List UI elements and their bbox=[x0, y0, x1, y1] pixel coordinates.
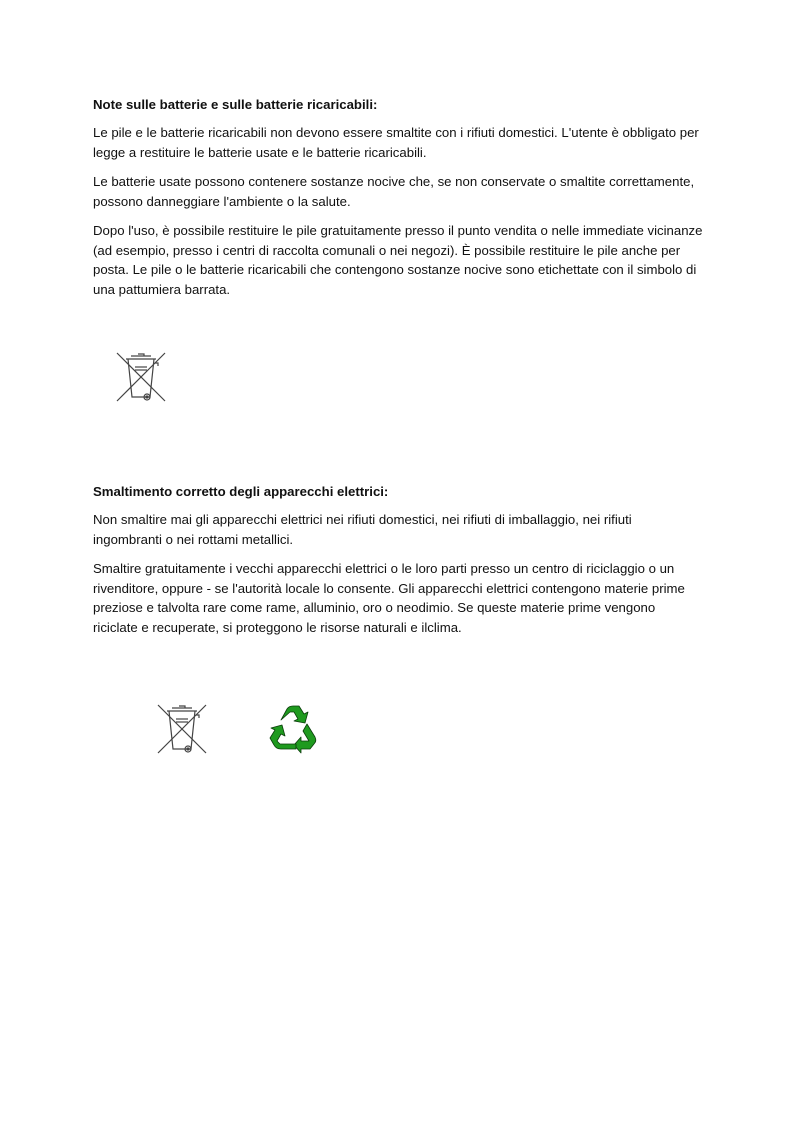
battery-notes-section bbox=[93, 95, 703, 309]
electrical-paragraph-2: Smaltire gratuitamente i vecchi apparecchi elettrici o le loro parti presso un centro di riciclaggio o un rivenditore, oppure - se l'autorità locale lo consente. Gli apparecchi elettrici contengono materie prime preziose e talvolta rare come rame, alluminio, oro o neodimio. Se queste materie prime vengono riciclate e recuperate, si proteggono le risorse naturali e ilclima. bbox=[93, 561, 685, 635]
electrical-paragraph-1: Non smaltire mai gli apparecchi elettrici nei rifiuti domestici, nei rifiuti di imballaggio, nei rifiuti ingombranti o nei rottami metallici. bbox=[93, 512, 632, 547]
battery-paragraph-3: Dopo l'uso, è possibile restituire le pile gratuitamente presso il punto vendita o nelle immediate vicinanze (ad esempio, presso i centri di raccolta comunali o nei negozi). È possibile restituire le pile anche per posta. Le pile o le batterie ricaricabili che contengono sostanze nocive sono etichettate con il simbolo di una pattumiera barrata. bbox=[93, 223, 703, 297]
electrical-disposal-heading: Smaltimento corretto degli apparecchi elettrici: bbox=[93, 484, 389, 499]
recycle-icon bbox=[266, 704, 318, 754]
battery-notes-heading: Note sulle batterie e sulle batterie ricaricabili: bbox=[93, 97, 378, 112]
battery-paragraph-2: Le batterie usate possono contenere sostanze nocive che, se non conservate o smaltite correttamente, possono danneggiare l'ambiente o la salute. bbox=[93, 174, 695, 209]
crossed-out-bin-icon bbox=[155, 702, 209, 756]
battery-paragraph-1: Le pile e le batterie ricaricabili non devono essere smaltite con i rifiuti domestici. L'utente è obbligato per legge a restituire le batterie usate e le batterie ricaricabili. bbox=[93, 125, 699, 160]
electrical-disposal-section bbox=[93, 482, 703, 647]
crossed-out-bin-icon bbox=[114, 350, 168, 404]
